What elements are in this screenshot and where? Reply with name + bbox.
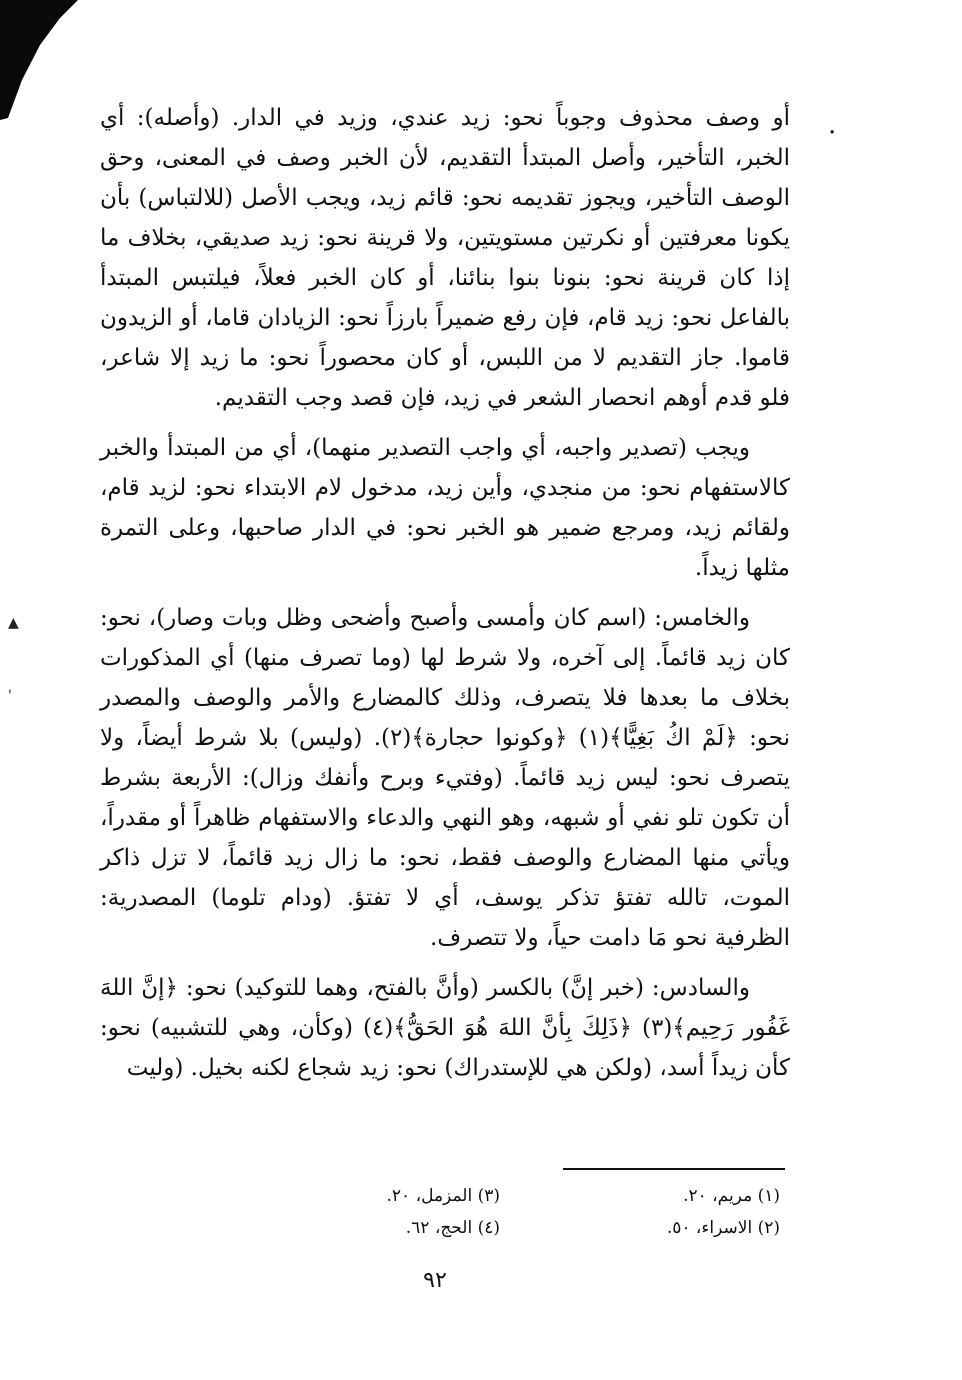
- paragraph: أو وصف محذوف وجوباً نحو: زيد عندي، وزيد في الدار. (وأصله): أي الخبر، التأخير، وأصل المبتدأ التقديم، لأن الخبر وصف في المعنى، وحق الوصف التأخير، ويجوز تقديمه نحو: قائم زيد، ويجب الأصل (للالتباس) بأن يكونا معرفتين أو نكرتين مستويتين، ولا قرينة نحو: زيد صديقي، بخلاف ما إذا كان قرينة نحو: بنونا بنوا بنائنا، أو كان الخبر فعلاً، فيلتبس المبتدأ بالفاعل نحو: زيد قام، فإن رفع ضميراً بارزاً نحو: الزيادان قاما، أو الزيدون قاموا. جاز التقديم لا من اللبس، أو كان محصوراً نحو: ما زيد إلا شاعر، فلو قدم أوهم انحصار الشعر في زيد، فإن قصد وجب التقديم.: [100, 105, 790, 411]
- footnote: (١) مريم، ٢٠.: [683, 1186, 780, 1206]
- margin-dot: .: [828, 110, 837, 140]
- page-body: [100, 98, 790, 1098]
- margin-mark-arrow: ▲: [8, 615, 19, 631]
- margin-mark-tick: ': [8, 688, 12, 704]
- footnote: (٣) المزمل، ٢٠.: [386, 1186, 500, 1206]
- paragraph: ويجب (تصدير واجبه، أي واجب التصدير منهما)، أي من المبتدأ والخبر كالاستفهام نحو: من منجدي، وأين زيد، مدخول لام الابتداء نحو: لزيد قام، ولقائم زيد، ومرجع ضمير هو الخبر نحو: في الدار صاحبها، وعلى التمرة مثلها زيداً.: [100, 435, 790, 581]
- footnote: (٤) الحج، ٦٢.: [405, 1218, 500, 1238]
- page-number: ٩٢: [423, 1268, 447, 1293]
- footnotes-right-column: [580, 1180, 780, 1244]
- footnotes-left-column: [300, 1180, 500, 1244]
- scan-corner-shadow: [0, 0, 80, 120]
- paragraph: والسادس: (خبر إنَّ) بالكسر (وأنَّ بالفتح، وهما للتوكيد) نحو: ﴿إنَّ اللهَ غَفُور رَحِيم﴾(٣) ﴿ذَلِكَ بِأنَّ اللهَ هُوَ الحَقُّ﴾(٤) (وكأن، وهي للتشبيه) نحو: كأن زيداً أسد، (ولكن هي للإستدراك) نحو: زيد شجاع لكنه بخيل. (وليت: [100, 975, 790, 1081]
- paragraph: والخامس: (اسم كان وأمسى وأصبح وأضحى وظل وبات وصار)، نحو: كان زيد قائماً. إلى آخره، ولا شرط لها (وما تصرف منها) أي المذكورات بخلاف ما بعدها فلا يتصرف، وذلك كالمضارع والأمر والوصف والمصدر نحو: ﴿لَمْ اكُ بَغِيًّا﴾(١) ﴿وكونوا حجارة﴾(٢). (وليس) بلا شرط أيضاً، ولا يتصرف نحو: ليس زيد قائماً. (وفتيء وبرح وأنفك وزال): الأربعة بشرط أن تكون تلو نفي أو شبهه، وهو النهي والدعاء والاستفهام ظاهراً أو مقدراً، ويأتي منها المضارع والوصف فقط، نحو: ما زال زيد قائماً، لا تزل ذاكر الموت، تالله تفتؤ تذكر يوسف، أي لا تفتؤ. (ودام تلوما) المصدرية: الظرفية نحو مَا دامت حياً، ولا تتصرف.: [100, 605, 790, 951]
- footnote-separator: [563, 1168, 785, 1170]
- footnote: (٢) الاسراء، ٥٠.: [666, 1218, 780, 1238]
